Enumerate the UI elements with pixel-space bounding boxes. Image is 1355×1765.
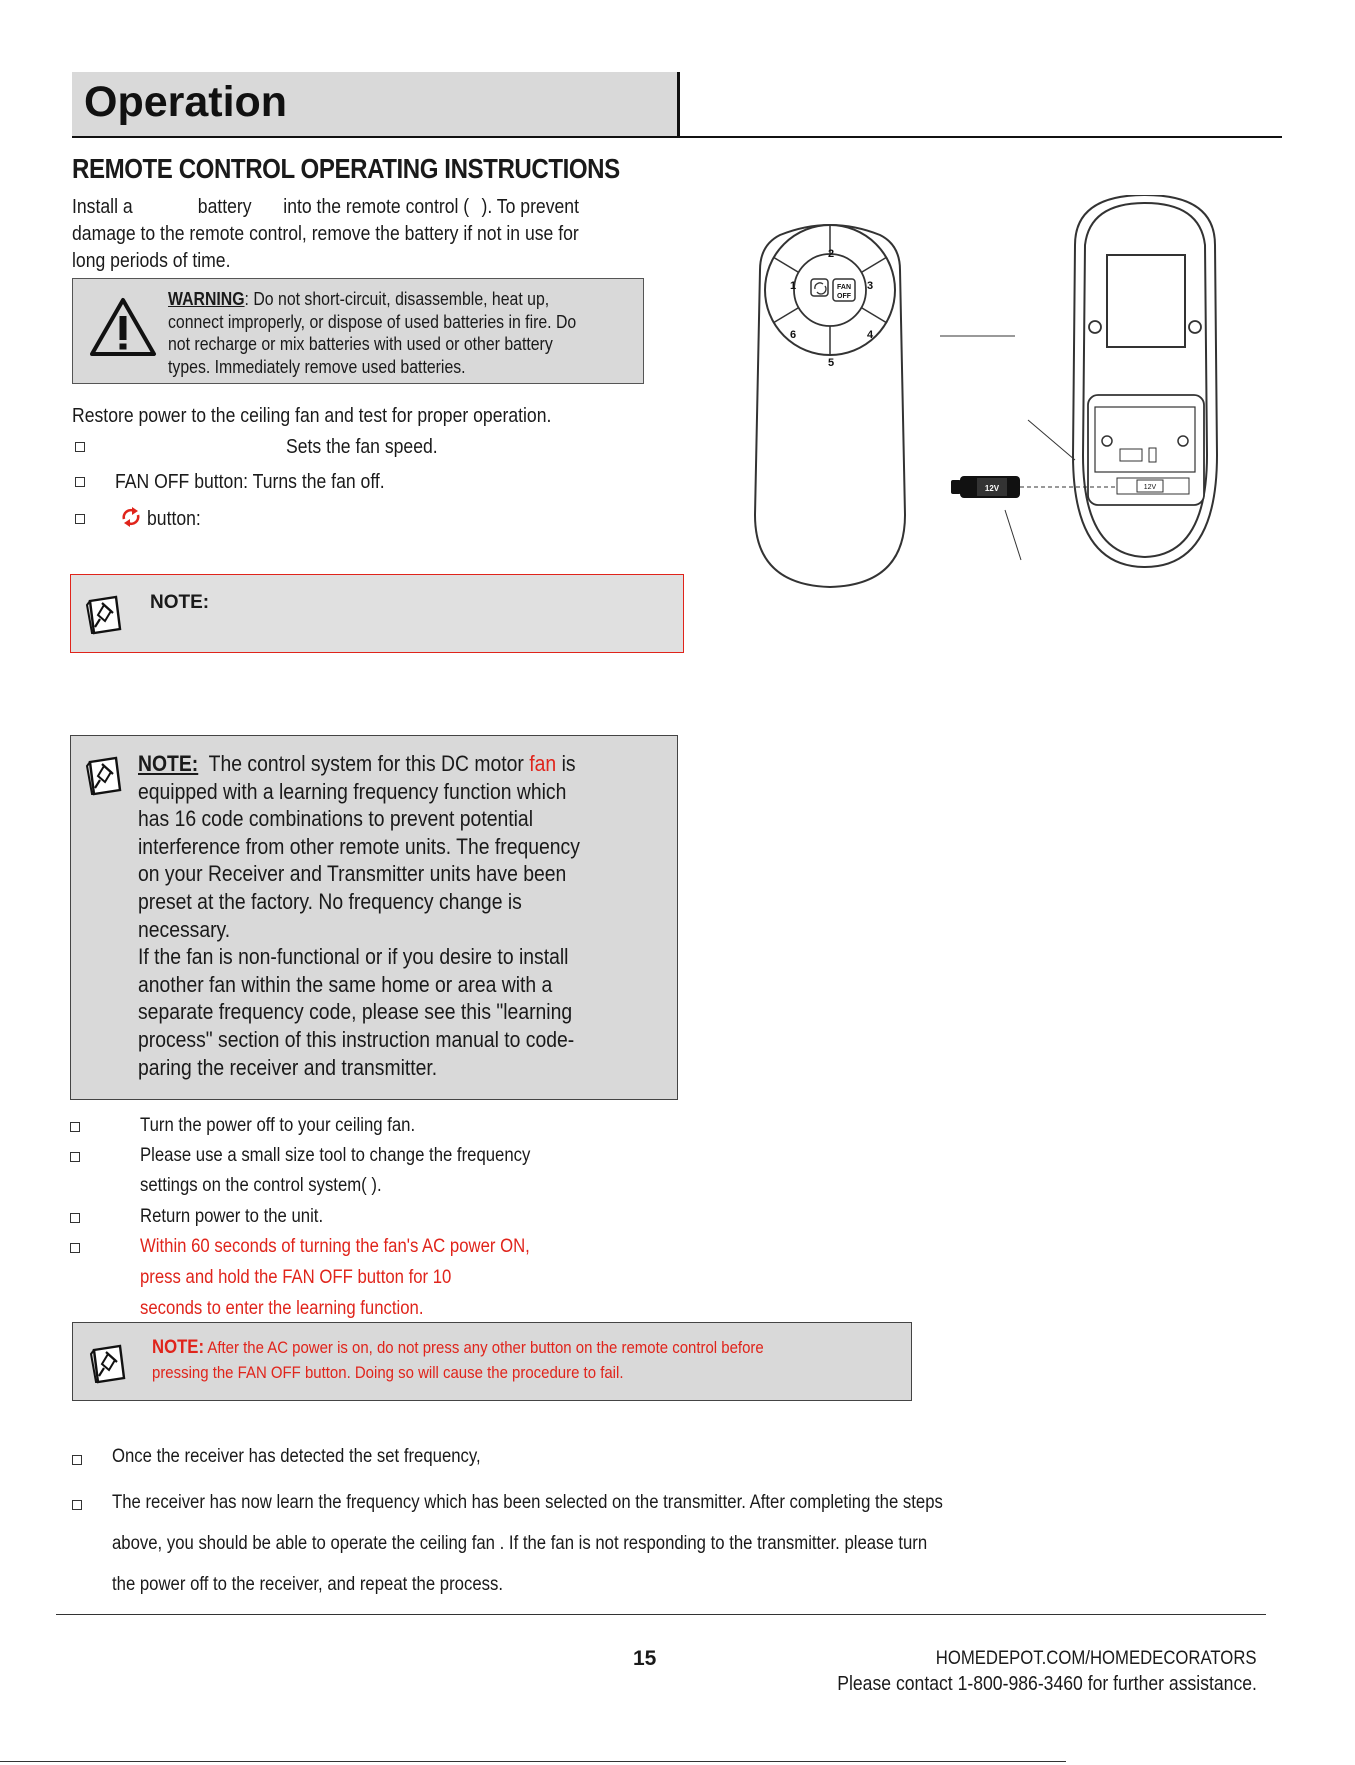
svg-text:12V: 12V <box>984 484 1000 493</box>
step-text: press and hold the FAN OFF button for 10 <box>140 1267 452 1288</box>
note-3-text: NOTE: After the AC power is on, do not press any other button on the remote control before pressing the FAN OFF button. Doing so will cause the procedure to fail. <box>152 1337 764 1382</box>
svg-text:OFF: OFF <box>837 293 851 300</box>
intro-line-1: Install a battery into the remote control ( ). To prevent <box>72 196 579 218</box>
note-label: NOTE: <box>150 592 210 613</box>
note-icon <box>88 1340 130 1384</box>
svg-text:12V: 12V <box>1143 484 1157 491</box>
checkbox <box>75 514 85 524</box>
final-item-2-line-3: the power off to the receiver, and repeat the process. <box>112 1574 503 1595</box>
restore-power-text: Restore power to the ceiling fan and test for proper operation. <box>72 405 552 427</box>
rotate-icon <box>120 507 142 527</box>
page-number: 15 <box>633 1647 657 1670</box>
note-icon <box>84 591 126 635</box>
checkbox <box>70 1243 80 1253</box>
checkbox <box>75 442 85 452</box>
list-item: button: <box>147 508 201 530</box>
step-text: Return power to the unit. <box>140 1206 324 1227</box>
checkbox <box>70 1213 80 1223</box>
button-3-label: 3 <box>866 280 874 292</box>
warning-triangle-icon <box>88 296 158 358</box>
list-item: FAN OFF button: Turns the fan off. <box>115 471 385 493</box>
final-item-1: Once the receiver has detected the set frequency, <box>112 1446 481 1467</box>
final-item-2-line-1: The receiver has now learn the frequency which has been selected on the transmitter. After completing the steps <box>112 1492 943 1513</box>
page-title: Operation <box>84 78 288 126</box>
button-2-label: 2 <box>827 248 835 260</box>
remote-illustration <box>745 195 1260 595</box>
checkbox <box>72 1455 82 1465</box>
title-divider <box>677 72 680 137</box>
final-item-2-line-2: above, you should be able to operate the ceiling fan . If the fan is not responding to the transmitter. please turn <box>112 1533 928 1554</box>
footer-url[interactable]: HOMEDEPOT.COM/HOMEDECORATORS <box>936 1648 1257 1669</box>
note-icon <box>84 752 126 796</box>
step-text: Within 60 seconds of turning the fan's AC power ON, <box>140 1236 530 1257</box>
bottom-rule <box>0 1761 1066 1762</box>
button-5-label: 5 <box>827 357 835 369</box>
checkbox <box>70 1122 80 1132</box>
footer-rule <box>56 1614 1266 1615</box>
list-item: Sets the fan speed. <box>286 436 438 458</box>
checkbox <box>70 1152 80 1162</box>
checkbox <box>75 477 85 487</box>
step-text: settings on the control system( ). <box>140 1175 382 1196</box>
step-text: Turn the power off to your ceiling fan. <box>140 1115 416 1136</box>
step-text: Please use a small size tool to change the frequency <box>140 1145 531 1166</box>
step-text: seconds to enter the learning function. <box>140 1298 424 1319</box>
button-6-label: 6 <box>789 329 797 341</box>
warning-text: WARNING: Do not short-circuit, disassemble, heat up, connect improperly, or dispose of used batteries in fire. Do not recharge or mix batteries with used or other battery types. Immediately remove used batteries. <box>168 289 577 377</box>
svg-text:FAN: FAN <box>837 284 851 291</box>
intro-line-2: damage to the remote control, remove the battery if not in use for <box>72 223 579 245</box>
header-rule <box>72 136 1282 138</box>
intro-line-3: long periods of time. <box>72 250 231 272</box>
section-title: REMOTE CONTROL OPERATING INSTRUCTIONS <box>72 153 620 184</box>
checkbox <box>72 1500 82 1510</box>
note-2-text: NOTE: The control system for this DC motor fan is equipped with a learning frequency function which has 16 code combinations to prevent potential interference from other remote units. The frequency on your Receiver and Transmitter units have been preset at the factory. No frequency change is necessary. If the fan is non-functional or if you desire to install another fan within the same home or area with a separate frequency code, please see this "learning process" section of this instruction manual to code- paring the receiver and transmitter. <box>138 751 580 1080</box>
footer-contact: Please contact 1-800-986-3460 for further assistance. <box>837 1673 1257 1695</box>
dip-switch <box>1120 449 1142 461</box>
button-4-label: 4 <box>866 329 874 341</box>
button-1-label: 1 <box>789 280 797 292</box>
